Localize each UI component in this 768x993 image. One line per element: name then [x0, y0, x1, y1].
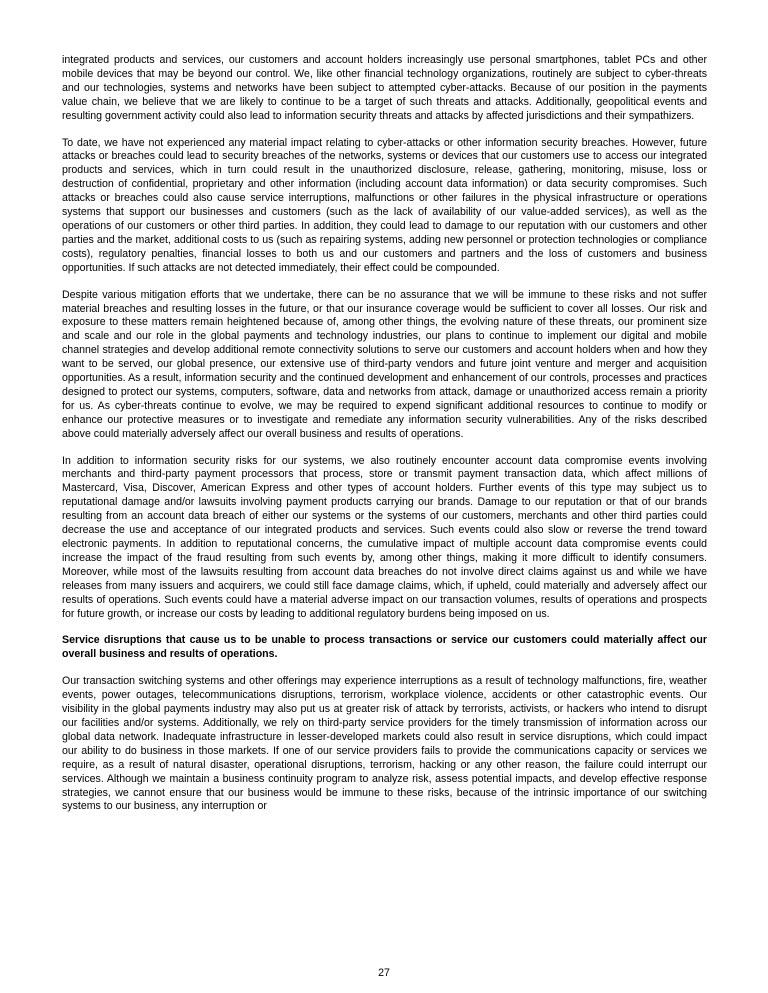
paragraph-attack-impacts: To date, we have not experienced any material impact relating to cyber-attacks or other information security breaches. However, future attacks or breaches could lead to security breaches of the networks, systems or devices that our customers use to access our integrated products and services, which in turn could result in the unauthorized disclosure, release, gathering, monitoring, misuse, loss or destruction of confidential, proprietary and other information (including account data information) or data security compromises. Such attacks or breaches could also cause service interruptions, malfunctions or other failures in the physical infrastructure or operations systems that support our businesses and customers (such as the lack of availability of our value-added services), as well as the operations of our customers or other third parties. In addition, they could lead to damage to our reputation with our customers and other parties and the market, additional costs to us (such as repairing systems, adding new personnel or protection technologies or compliance costs), regulatory penalties, financial losses to both us and our customers and partners and the loss of customers and business opportunities. If such attacks are not detected immediately, their effect could be compounded.: [62, 136, 707, 274]
paragraph-mitigation-efforts: Despite various mitigation efforts that we undertake, there can be no assurance that we will be immune to these risks and not suffer material breaches and resulting losses in the future, or that our insurance coverage would be sufficient to cover all losses. Our risk and exposure to these matters remain heightened because of, among other things, the evolving nature of these threats, our prominent size and scale and our role in the global payments and technology industries, our plans to continue to implement our digital and mobile channel strategies and develop additional remote connectivity solutions to serve our customers and account holders when and how they want to be served, our global presence, our extensive use of third-party vendors and future joint venture and merger and acquisition opportunities. As a result, information security and the continued development and enhancement of our controls, processes and practices designed to protect our systems, computers, software, data and networks from attack, damage or unauthorized access remain a priority for us. As cyber-threats continue to evolve, we may be required to expend significant additional resources to continue to modify or enhance our protective measures or to investigate and remediate any information security vulnerabilities. Any of the risks described above could materially adversely affect our overall business and results of operations.: [62, 288, 707, 440]
paragraph-data-compromise: In addition to information security risks for our systems, we also routinely encounter account data compromise events involving merchants and third-party payment processors that process, store or transmit payment transaction data, which affect millions of Mastercard, Visa, Discover, American Express and other types of account holders. Further events of this type may subject us to reputational damage and/or lawsuits involving payment products carrying our brands. Damage to our reputation or that of our brands resulting from an account data breach of either our systems or the systems of our customers, merchants and other third parties could decrease the use and acceptance of our integrated products and services. Such events could also slow or reverse the trend toward electronic payments. In addition to reputational concerns, the cumulative impact of multiple account data compromise events could increase the impact of the fraud resulting from such events by, among other things, making it more difficult to identify consumers. Moreover, while most of the lawsuits resulting from account data breaches do not involve direct claims against us and while we have releases from many issuers and acquirers, we could still face damage claims, which, if upheld, could materially and adversely affect our results of operations. Such events could have a material adverse impact on our transaction volumes, results of operations and prospects for future growth, or increase our costs by leading to additional regulatory burdens being imposed on us.: [62, 454, 707, 620]
page-number: 27: [378, 967, 390, 979]
page-footer: [0, 963, 768, 981]
section-heading-service-disruptions: Service disruptions that cause us to be unable to process transactions or service our customers could materially affect our overall business and results of operations.: [62, 634, 707, 661]
paragraph-cyber-threats: integrated products and services, our customers and account holders increasingly use personal smartphones, tablet PCs and other mobile devices that may be beyond our control. We, like other financial technology organizations, routinely are subject to cyber-threats and our technologies, systems and networks have been subject to attempted cyber-attacks. Because of our position in the payments value chain, we believe that we are likely to continue to be a target of such threats and attacks. Additionally, geopolitical events and resulting government activity could also lead to information security threats and attacks by affected jurisdictions and their sympathizers.: [62, 54, 707, 122]
paragraph-service-interruptions: Our transaction switching systems and other offerings may experience interruptions as a result of technology malfunctions, fire, weather events, power outages, telecommunications disruptions, terrorism, workplace violence, accidents or other catastrophic events. Our visibility in the global payments industry may also put us at greater risk of attack by terrorists, activists, or hackers who intend to disrupt our facilities and/or systems. Additionally, we rely on third-party service providers for the timely transmission of information across our global data network. Inadequate infrastructure in lesser-developed markets could also result in service disruptions, which could impact our ability to do business in those markets. If one of our service providers fails to provide the communications capacity or services we require, as a result of natural disaster, operational disruptions, terrorism, hacking or any other reason, the failure could interrupt our services. Although we maintain a business continuity program to analyze risk, assess potential impacts, and develop effective response strategies, we cannot ensure that our business would be immune to these risks, because of the intrinsic importance of our switching systems to our business, any interruption or: [62, 675, 707, 813]
page-content: [62, 54, 707, 814]
